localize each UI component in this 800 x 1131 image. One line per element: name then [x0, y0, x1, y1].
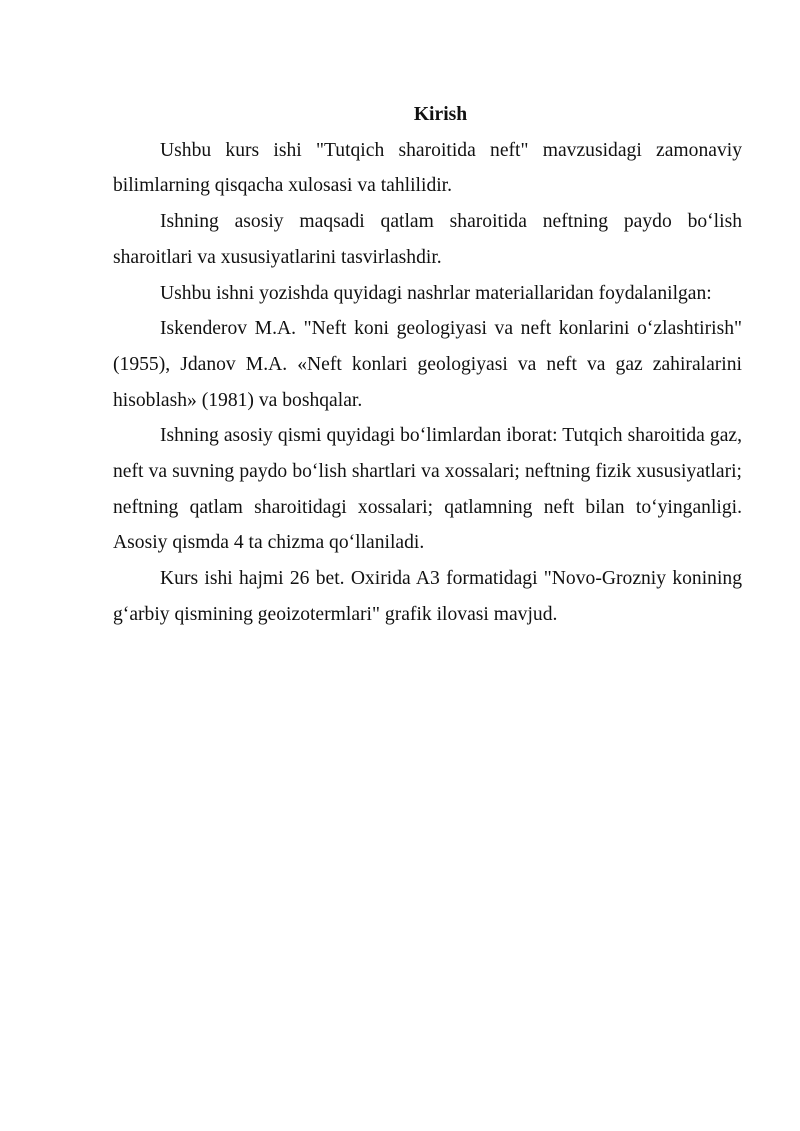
paragraph-volume: Kurs ishi hajmi 26 bet. Oxirida A3 formatidagi "Novo-Grozniy konining g‘arbiy qismining geoizotermlari" grafik ilovasi mavjud.: [113, 568, 742, 625]
paragraph-sources-intro: Ushbu ishni yozishda quyidagi nashrlar materiallaridan foydalanilgan:: [160, 282, 712, 304]
paragraph-goal: Ishning asosiy maqsadi qatlam sharoitida neftning paydo bo‘lish sharoitlari va xususiyatlarini tasvirlashdir.: [113, 211, 742, 268]
document-body: [113, 97, 742, 633]
paragraph-intro: Ushbu kurs ishi "Tutqich sharoitida neft" mavzusidagi zamonaviy bilimlarning qisqacha xulosasi va tahlilidir.: [113, 139, 742, 197]
paragraph-sources: Iskenderov M.A. "Neft koni geologiyasi va neft konlarini o‘zlashtirish" (1955), Jdanov M.A. «Neft konlari geologiyasi va neft va gaz zahiralarini hisoblash» (1981) va boshqalar.: [113, 318, 742, 411]
section-title: Kirish: [413, 104, 468, 125]
paragraph-structure: Ishning asosiy qismi quyidagi bo‘limlardan iborat: Tutqich sharoitida gaz, neft va suvning paydo bo‘lish shartlari va xossalari; neftning fizik xususiyatlari; neftning qatlam sharoitidagi xossalari; qatlamning neft bilan to‘yinganligi. Asosiy qismda 4 ta chizma qo‘llaniladi.: [113, 425, 742, 554]
